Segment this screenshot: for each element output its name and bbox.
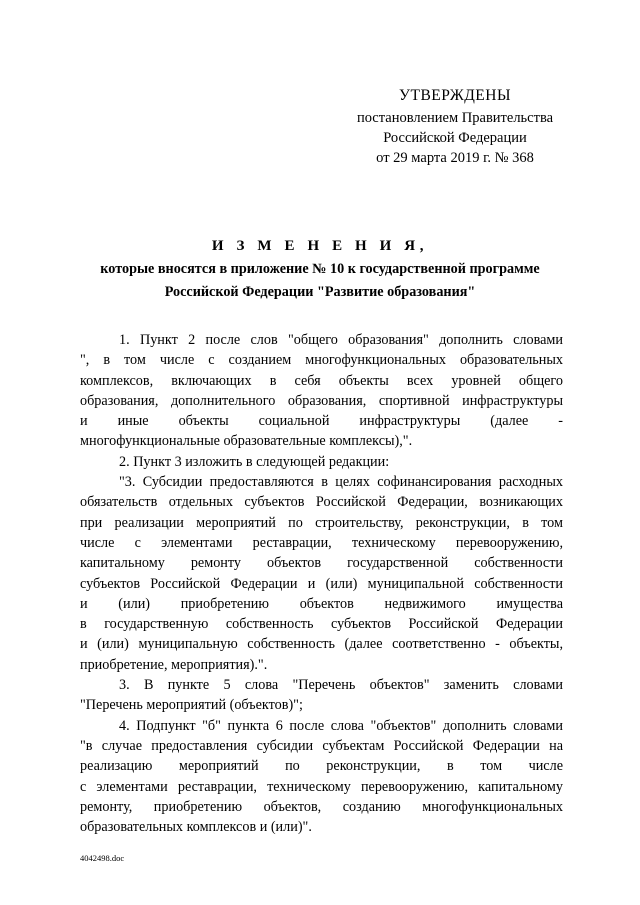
approval-block — [330, 86, 580, 168]
text-line: и (или) муниципальную собственность (далее соответственно - объекты, — [80, 636, 563, 653]
heading-subtitle-line: Российской Федерации "Развитие образования" — [164, 284, 476, 300]
approval-line: Российской Федерации — [383, 130, 527, 146]
text-line: "Перечень мероприятий (объектов)"; — [80, 697, 303, 714]
text-line: при реализации мероприятий по строительству, реконструкции, в том — [80, 514, 563, 531]
text-line: в государственную собственность субъектов Российской Федерации — [80, 616, 563, 633]
text-line: и иные объекты социальной инфраструктуры (далее - — [80, 413, 563, 430]
text-line: 4. Подпункт "б" пункта 6 после слова "объектов" дополнить словами — [119, 717, 563, 734]
heading-subtitle-line: которые вносятся в приложение № 10 к государственной программе — [100, 261, 540, 277]
text-line: приобретение, мероприятия).". — [80, 656, 268, 673]
text-line: числе с элементами реставрации, техническому перевооружению, — [80, 534, 563, 551]
text-line: реализацию мероприятий по реконструкции, в том числе — [80, 758, 563, 775]
text-line: обязательств отдельных субъектов Российской Федерации, возникающих — [80, 494, 563, 511]
text-line: и (или) приобретению объектов недвижимого имущества — [80, 595, 563, 612]
text-line: комплексов, включающих в себя объекты всех уровней общего — [80, 372, 563, 389]
text-line: 2. Пункт 3 изложить в следующей редакции: — [119, 453, 390, 470]
text-line: многофункциональные образовательные комплексы),". — [80, 433, 413, 450]
text-line: с элементами реставрации, техническому перевооружению, капитальному — [80, 778, 563, 795]
text-line: образовательных комплексов и (или)". — [80, 819, 312, 836]
text-line: капитальному ремонту объектов государственной собственности — [80, 555, 563, 572]
approval-line: постановлением Правительства — [356, 110, 554, 126]
document-heading — [60, 236, 580, 302]
text-line: образования, дополнительного образования, спортивной инфраструктуры — [80, 392, 563, 409]
text-line: "3. Субсидии предоставляются в целях софинансирования расходных — [119, 474, 563, 491]
text-line: субъектов Российской Федерации и (или) муниципальной собственности — [80, 575, 563, 592]
approval-date-number: от 29 марта 2019 г. № 368 — [376, 150, 534, 166]
text-line: ремонту, приобретению объектов, созданию многофункциональных — [80, 798, 563, 815]
document-body — [80, 330, 563, 837]
text-line: 3. В пункте 5 слова "Перечень объектов" заменить словами — [119, 677, 563, 694]
document-file-code: 4042498.doc — [80, 853, 125, 863]
text-line: "в случае предоставления субсидии субъектам Российской Федерации на — [80, 737, 563, 754]
text-line: 1. Пункт 2 после слов "общего образования" дополнить словами — [119, 332, 563, 348]
text-line: ", в том числе с созданием многофункциональных образовательных — [80, 352, 563, 369]
heading-title: И З М Е Н Е Н И Я, — [211, 238, 429, 254]
approval-title: УТВЕРЖДЕНЫ — [399, 87, 511, 104]
